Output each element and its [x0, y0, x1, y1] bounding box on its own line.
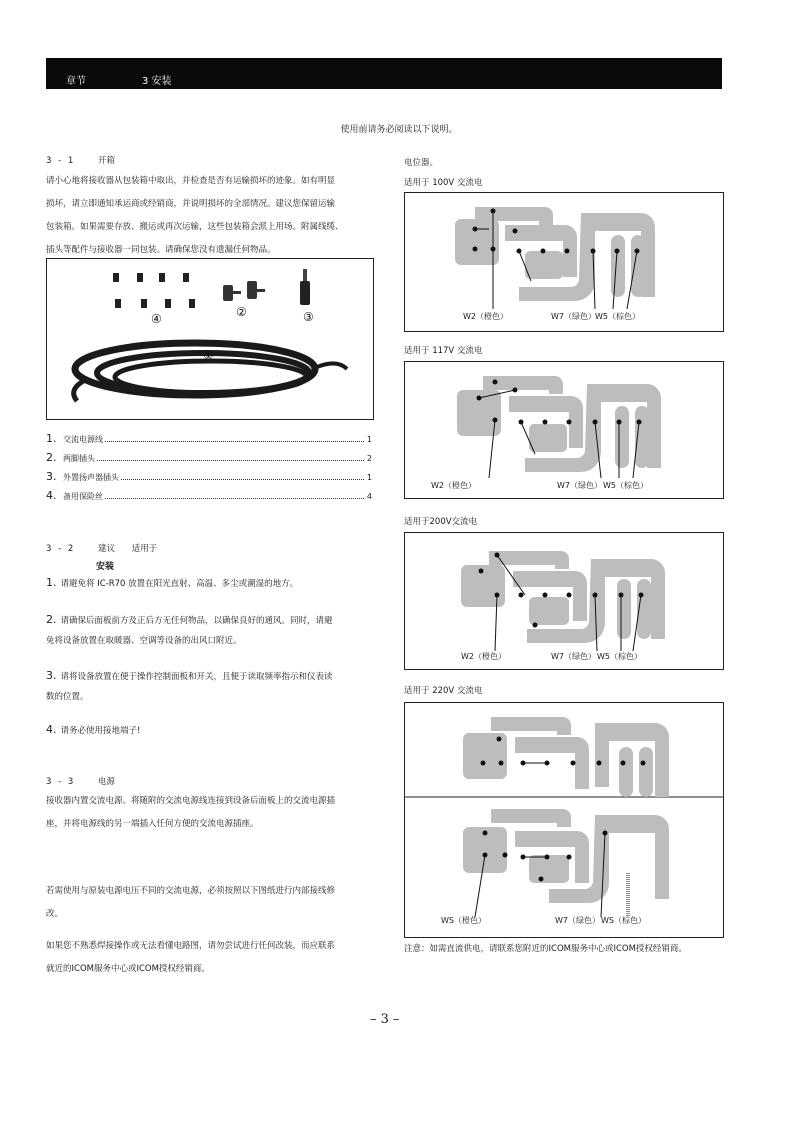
accessories-figure [46, 258, 374, 420]
section-3-3-heading [46, 775, 115, 787]
section-number: 3 - 2 [46, 544, 76, 554]
callout-4: ④ [151, 312, 162, 326]
chapter-label: 章节 [66, 76, 86, 87]
wire-label-ws-brown: WS（棕色） [601, 916, 646, 925]
item-label: 交流电源线 [63, 435, 103, 444]
wire-label-w7: W7（绿色） [555, 916, 600, 925]
item-number: 3. [46, 470, 57, 483]
wire-label-ws-orange: WS（橙色） [441, 916, 486, 925]
pcb-diagram-200v [404, 532, 724, 670]
section-title: 电源 [98, 777, 116, 787]
section-title: 开箱 [98, 156, 116, 166]
wire-label-w7: W7（绿色） [551, 312, 596, 321]
wire-label-w2: W2（橙色） [461, 652, 506, 661]
item-number: 4. [46, 723, 57, 736]
diagram-caption-100v: 适用于 100V 交流电 [404, 178, 483, 188]
leader-dots [97, 459, 364, 461]
leader-dots [105, 440, 364, 442]
item-label: 外置扬声器插头 [63, 473, 119, 482]
item-number: 2. [46, 451, 57, 464]
section-title: 3 安装 [142, 76, 172, 87]
item-label: 两脚插头 [63, 454, 95, 463]
leader-dots [121, 478, 364, 480]
accessory-row [46, 432, 372, 446]
accessories-illustration [47, 259, 373, 419]
pcb-diagram-117v [404, 361, 724, 499]
pcb-diagram-220v [404, 702, 724, 938]
item-quantity: 4 [366, 492, 372, 501]
pcb-trace-drawing [405, 533, 723, 669]
section-number: 3 - 1 [46, 156, 76, 166]
wire-label-w7: W7（绿色） [551, 652, 596, 661]
diagram-caption-117v: 适用于 117V 交流电 [404, 346, 483, 356]
paragraph-line: 插头等配件与接收器一同包装。请确保您没有遗漏任何物品。 [46, 245, 276, 255]
section-number: 3 - 3 [46, 777, 76, 787]
section-title: 建议 [98, 544, 116, 554]
paragraph-line: 就近的ICOM服务中心或ICOM授权经销商。 [46, 964, 210, 974]
diagram-caption-200v: 适用于200V交流电 [404, 517, 478, 527]
item-label: 备用保险丝 [63, 492, 103, 501]
column-continuation: 电位器。 [404, 158, 439, 168]
wire-label-w5: W5（棕色） [597, 652, 642, 661]
item-quantity: 1 [366, 435, 372, 444]
item-number: 4. [46, 489, 57, 502]
item-text: 数的位置。 [46, 692, 89, 702]
item-text: 请将设备放置在便于操作控制面板和开关，且便于读取频率指示和仪表读 [60, 672, 333, 682]
wire-label-w2: W2（橙色） [463, 312, 508, 321]
page-number: – 3 – [370, 1012, 400, 1027]
paragraph-line: 座，并将电源线的另一端插入任何方便的交流电源插座。 [46, 819, 259, 829]
two-pin-plug-icons [223, 281, 265, 301]
item-text: 请确保后面板前方及正后方无任何物品，以确保良好的通风。同时，请避 [60, 616, 333, 626]
warning-paragraph [46, 935, 380, 981]
paragraph-line: 包装箱。如果需要存放、搬运或再次运输，这些包装箱会派上用场。附属线缆、 [46, 222, 344, 232]
item-number: 3. [46, 669, 57, 682]
leader-dots [105, 497, 364, 499]
item-quantity: 2 [366, 454, 372, 463]
intro-note: 使用前请务必阅读以下说明。 [340, 125, 458, 135]
wire-label-w5: W5（棕色） [595, 312, 640, 321]
wire-label-w5: W5（棕色） [603, 481, 648, 490]
paragraph-line: 如果您不熟悉焊接操作或无法看懂电路图，请勿尝试进行任何改装，而应联系 [46, 941, 336, 951]
wire-label-w2: W2（橙色） [431, 481, 476, 490]
section-3-2-heading [46, 542, 157, 554]
section-3-1-heading [46, 154, 115, 166]
section-subtitle: 安装 [96, 562, 115, 572]
accessory-row [46, 470, 372, 484]
pcb-trace-drawing [405, 703, 723, 937]
item-number: 1. [46, 576, 57, 589]
wire-label-w7: W7（绿色） [557, 481, 602, 490]
dc-power-note: 注意：如需直流供电，请联系您附近的ICOM服务中心或ICOM授权经销商。 [404, 944, 687, 954]
paragraph-line: 接收器内置交流电源。将随附的交流电源线连接到设备后面板上的交流电源插 [46, 796, 336, 806]
voltage-paragraph [46, 880, 380, 926]
callout-2: ② [236, 305, 247, 319]
callout-3: ③ [303, 310, 314, 324]
paragraph-line: 改。 [46, 909, 64, 919]
item-number: 2. [46, 613, 57, 626]
section-3-1-paragraph [46, 170, 380, 262]
speaker-plug-icon [300, 269, 310, 305]
item-quantity: 1 [366, 473, 372, 482]
accessory-row [46, 451, 372, 465]
item-text: 请务必使用接地端子! [60, 726, 141, 736]
item-text: 请避免将 IC-R70 放置在阳光直射、高温、多尘或潮湿的地方。 [60, 579, 299, 589]
accessory-row [46, 489, 372, 503]
install-item [46, 573, 376, 594]
install-item [46, 720, 376, 741]
install-item [46, 610, 376, 651]
install-item [46, 666, 376, 707]
diagram-caption-220v: 适用于 220V 交流电 [404, 686, 483, 696]
pcb-trace-drawing [405, 362, 723, 498]
paragraph-line: 请小心地将接收器从包装箱中取出，并检查是否有运输损坏的迹象。如有明显 [46, 176, 336, 186]
paragraph-line: 若需使用与原装电源电压不同的交流电源，必须按照以下图纸进行内部接线修 [46, 886, 336, 896]
item-text: 免将设备放置在取暖器、空调等设备的出风口附近。 [46, 636, 242, 646]
item-number: 1. [46, 432, 57, 445]
paragraph-line: 损坏，请立即通知承运商或经销商，并说明损坏的全部情况。建议您保留运输 [46, 199, 336, 209]
section-title-suffix: 适用于 [131, 544, 158, 554]
pcb-diagram-100v [404, 192, 724, 332]
fuse-icons [113, 273, 195, 308]
power-paragraph [46, 790, 380, 836]
chapter-header-bar [46, 58, 722, 89]
callout-1: ① [203, 348, 214, 362]
